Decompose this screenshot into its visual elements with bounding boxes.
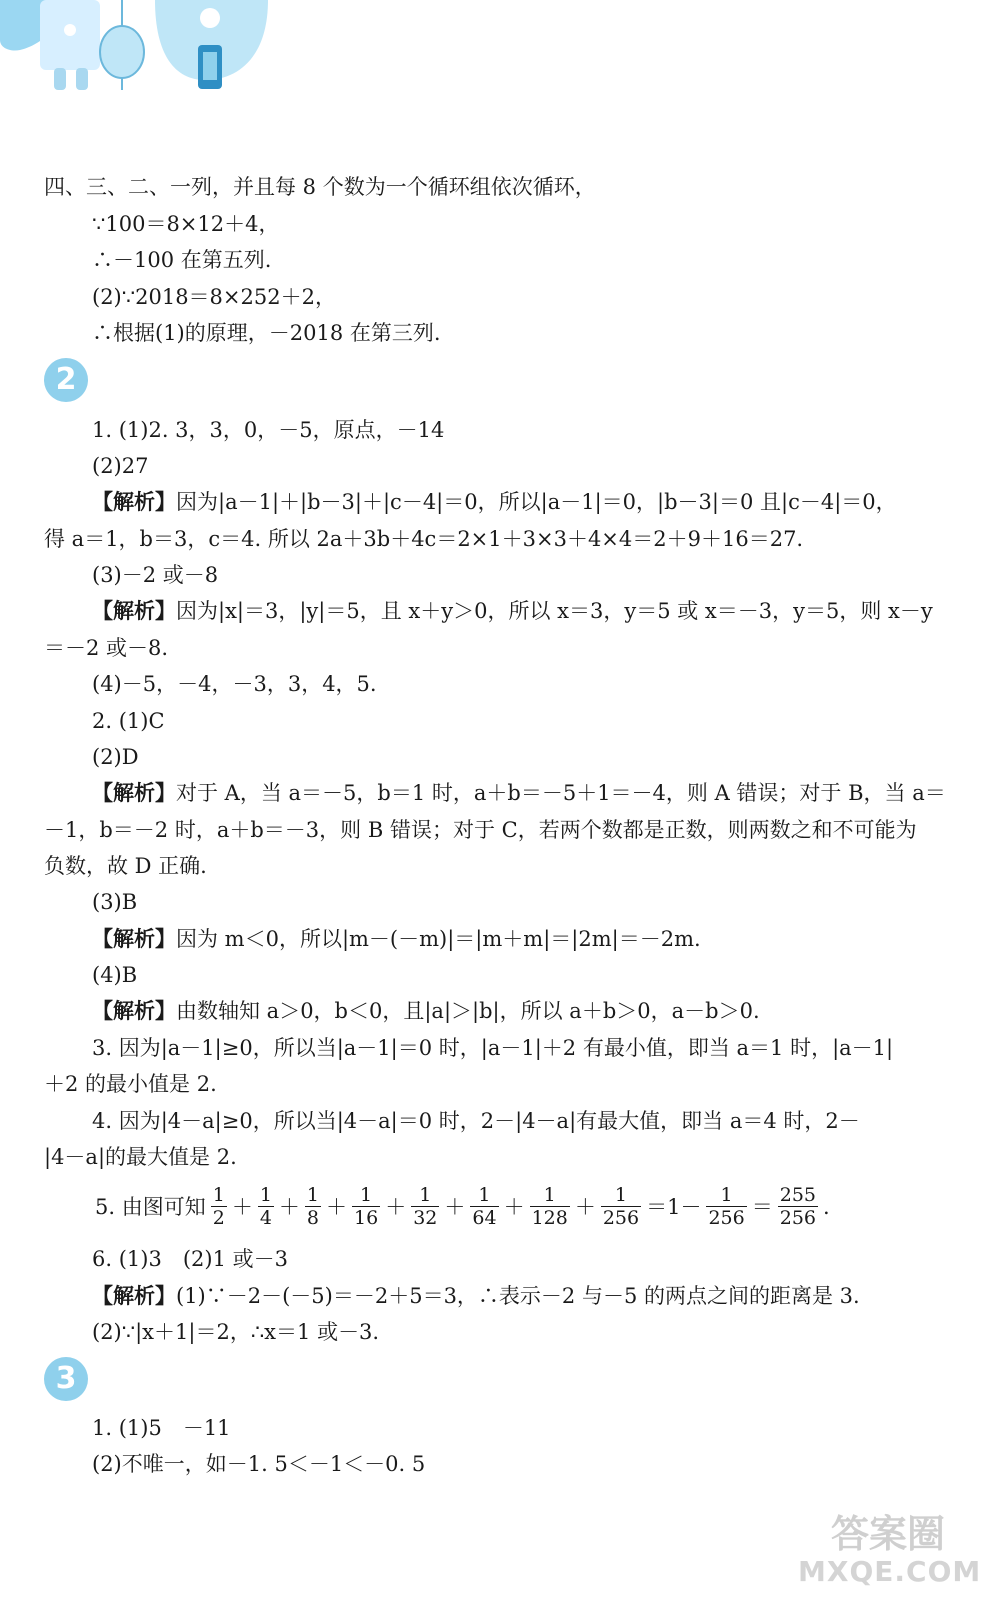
watermark-en: MXQE.COM <box>798 1555 982 1588</box>
fraction: $\frac{1}{256}$ <box>602 1184 640 1229</box>
analysis-line: 【解析】因为|a－1|＋|b－3|＋|c－4|＝0，所以|a－1|＝0，|b－3|＝0 且|c－4|＝0， <box>92 490 897 514</box>
q5-prefix: 5. 由图可知 <box>95 1194 206 1219</box>
text-line: ∴－100 在第五列. <box>92 248 272 272</box>
figure-leg-left <box>54 68 66 90</box>
answer-line: (4)B <box>92 963 138 987</box>
analysis-tag: 【解析】 <box>92 490 176 514</box>
section-number-badge: 3 <box>44 1357 88 1401</box>
fraction: $\frac{1}{16}$ <box>354 1184 379 1229</box>
fraction: $\frac{1}{32}$ <box>413 1184 438 1229</box>
answer-line: 6. (1)3 (2)1 或－3 <box>92 1247 288 1271</box>
text-line: ∵100＝8×12＋4， <box>92 212 280 236</box>
analysis-line: 【解析】(1)∵－2－(－5)＝－2＋5＝3，∴表示－2 与－5 的两点之间的距离是 3. <box>92 1284 860 1308</box>
analysis-line: 【解析】因为|x|＝3，|y|＝5，且 x＋y＞0，所以 x＝3，y＝5 或 x＝－3，y＝5，则 x－y <box>92 599 933 623</box>
lantern-icon <box>100 26 144 78</box>
section-number-badge: 2 <box>44 358 88 402</box>
answer-line: 1. (1)2. 3，3，0，－5，原点，－14 <box>92 418 445 442</box>
figure-leg-right <box>76 68 88 90</box>
analysis-tag: 【解析】 <box>92 781 176 805</box>
analysis-line: 【解析】对于 A，当 a＝－5，b＝1 时，a＋b＝－5＋1＝－4，则 A 错误；对于 B，当 a＝ <box>92 781 946 805</box>
answer-line: 1. (1)5 －11 <box>92 1416 231 1440</box>
text-line: (2)∵2018＝8×252＋2， <box>92 285 336 309</box>
text-line: 四、三、二、一列，并且每 8 个数为一个循环组依次循环， <box>44 175 596 199</box>
answer-line: 4. 因为|4－a|≥0，所以当|4－a|＝0 时，2－|4－a|有最大值，即当 a＝4 时，2－ <box>92 1109 860 1133</box>
answer-line: (2)27 <box>92 454 149 478</box>
watermark <box>798 1512 982 1592</box>
answer-line: (4)－5，－4，－3，3，4，5. <box>92 672 377 696</box>
analysis-line: 【解析】由数轴知 a＞0，b＜0，且|a|＞|b|，所以 a＋b＞0，a－b＞0. <box>92 999 760 1023</box>
fraction: $\frac{1}{2}$ <box>212 1184 225 1229</box>
analysis-line: －1，b＝－2 时，a＋b＝－3，则 B 错误；对于 C，若两个数都是正数，则两数之和不可能为 <box>44 818 917 842</box>
analysis-tag: 【解析】 <box>92 599 176 623</box>
answer-line: ＋2 的最小值是 2. <box>44 1072 217 1096</box>
answer-line: (2)不唯一，如－1. 5＜－1＜－0. 5 <box>92 1452 426 1476</box>
answer-line: |4－a|的最大值是 2. <box>44 1145 237 1169</box>
analysis-tag: 【解析】 <box>92 999 176 1023</box>
fraction-sum-line: 5. 由图可知 $\frac{1}{2}$ ＋ $\frac{1}{4}$ ＋ $\frac{1}{8}$ ＋ $\frac{1}{16}$ ＋ $\frac{1}{32}$ ＋ $\frac{1}{64}$ ＋ $\frac{1}{128}$ ＋ $\frac{1}{256}$ ＝1－ $\frac{1}{256}$ ＝ $\frac{255}{256}$ . <box>92 1180 833 1232</box>
fraction: $\frac{1}{128}$ <box>531 1184 568 1229</box>
analysis-line: (2)∵|x＋1|＝2，∴x＝1 或－3. <box>92 1320 380 1344</box>
fraction: $\frac{1}{256}$ <box>708 1184 745 1229</box>
answer-line: 2. (1)C <box>92 709 165 733</box>
analysis-line: 【解析】因为 m＜0，所以|m－(－m)|＝|m＋m|＝|2m|＝－2m. <box>92 927 701 951</box>
fraction: $\frac{1}{4}$ <box>259 1184 272 1229</box>
analysis-line: 得 a＝1，b＝3，c＝4. 所以 2a＋3b＋4c＝2×1＋3×3＋4×4＝2＋9＋16＝27. <box>44 527 804 551</box>
analysis-line: ＝－2 或－8. <box>44 636 169 660</box>
answer-line: (3)B <box>92 890 138 914</box>
analysis-tag: 【解析】 <box>92 927 176 951</box>
header-illustration <box>0 0 300 110</box>
analysis-line: 负数，故 D 正确. <box>44 854 207 878</box>
flower-icon <box>64 24 76 36</box>
fraction: $\frac{1}{64}$ <box>472 1184 497 1229</box>
watermark-cn: 答案圈 <box>830 1512 945 1556</box>
fraction: $\frac{1}{8}$ <box>306 1184 319 1229</box>
analysis-tag: 【解析】 <box>92 1284 176 1308</box>
flower-icon <box>200 8 220 28</box>
answer-line: 3. 因为|a－1|≥0，所以当|a－1|＝0 时，|a－1|＋2 有最小值，即当 a＝1 时，|a－1| <box>92 1036 894 1060</box>
text-line: ∴根据(1)的原理，－2018 在第三列. <box>92 321 441 345</box>
fraction-result: $\frac{255}{256}$ <box>779 1184 816 1229</box>
answer-line: (2)D <box>92 745 139 769</box>
answer-line: (3)－2 或－8 <box>92 563 219 587</box>
